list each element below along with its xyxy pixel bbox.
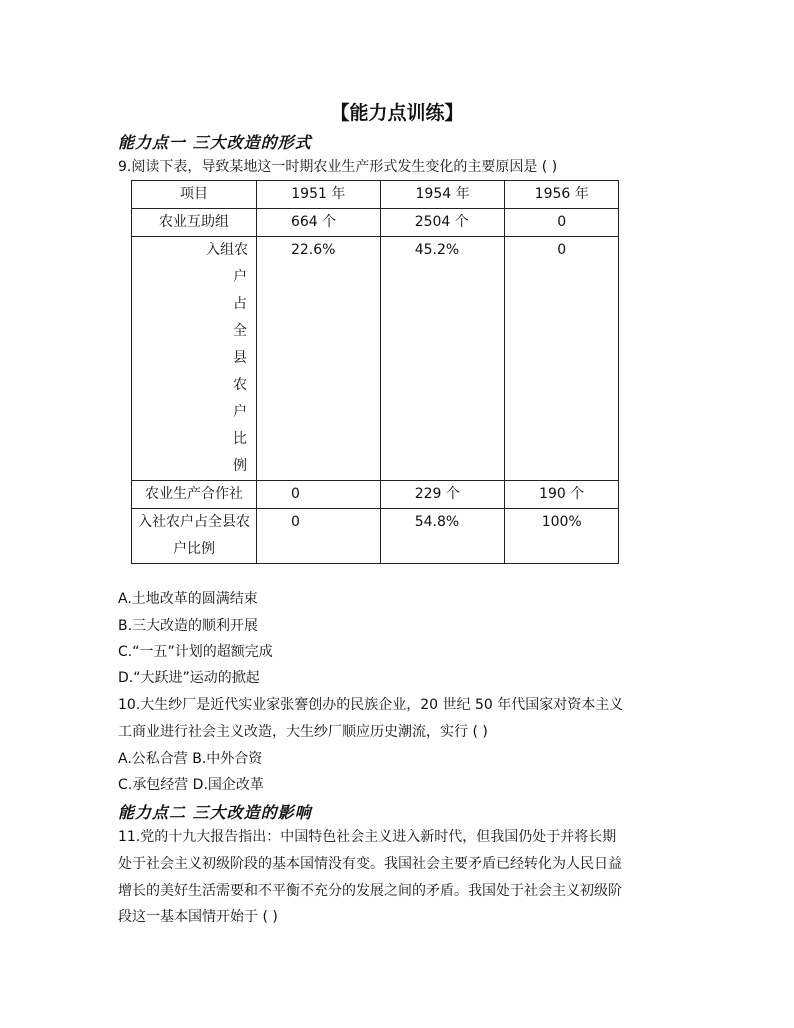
- table-cell: 0: [505, 209, 619, 237]
- header-cell: 1956 年: [505, 181, 619, 209]
- table-cell: 入社农户占全县农户比例: [132, 509, 257, 564]
- table-cell: 0: [505, 237, 619, 481]
- section-heading-1: 能力点一 三大改造的形式: [118, 133, 312, 152]
- table-cell: 100%: [505, 509, 619, 564]
- table-row: [132, 481, 619, 509]
- question-11-line-1: 11.党的十九大报告指出：中国特色社会主义进入新时代，但我国仍处于并将长期: [118, 829, 617, 845]
- table-row: [132, 237, 619, 481]
- question-11-line-3: 增长的美好生活需要和不平衡不充分的发展之间的矛盾。我国处于社会主义初级阶: [118, 883, 622, 899]
- header-cell: 1951 年: [256, 181, 380, 209]
- question-10-options-2: C.承包经营 D.国企改革: [118, 777, 264, 793]
- option-d: D.“大跃进”运动的掀起: [118, 670, 260, 686]
- table-cell: 45.2%: [380, 237, 505, 481]
- option-c: C.“一五”计划的超额完成: [118, 644, 273, 660]
- data-table: [131, 180, 619, 564]
- vertical-label: 入组农 户 占 全 县 农 户 比 例: [205, 242, 248, 474]
- table-cell: 2504 个: [380, 209, 505, 237]
- table-cell: 664 个: [256, 209, 380, 237]
- header-cell: 项目: [132, 181, 257, 209]
- question-11-line-2: 处于社会主义初级阶段的基本国情没有变。我国社会主要矛盾已经转化为人民日益: [118, 856, 622, 872]
- table-row: [132, 209, 619, 237]
- table-cell: 54.8%: [380, 509, 505, 564]
- question-10-options-1: A.公私合营 B.中外合资: [118, 751, 263, 767]
- table-cell: 190 个: [505, 481, 619, 509]
- section-heading-2: 能力点二 三大改造的影响: [118, 803, 312, 822]
- page-title: 【能力点训练】: [330, 102, 464, 124]
- table-cell: [132, 237, 257, 481]
- question-9-stem: 9.阅读下表，导致某地这一时期农业生产形式发生变化的主要原因是 ( ): [118, 159, 558, 175]
- option-a: A.土地改革的圆满结束: [118, 591, 258, 607]
- table-cell: 0: [256, 481, 380, 509]
- table-cell: 229 个: [380, 481, 505, 509]
- question-11-line-4: 段这一基本国情开始于 ( ): [118, 909, 278, 925]
- table-cell: 22.6%: [256, 237, 380, 481]
- question-10-line-2: 工商业进行社会主义改造，大生纱厂顺应历史潮流，实行 ( ): [118, 724, 488, 740]
- question-10-line-1: 10.大生纱厂是近代实业家张謇创办的民族企业，20 世纪 50 年代国家对资本主义: [118, 697, 624, 713]
- table-row: [132, 509, 619, 564]
- option-b: B.三大改造的顺利开展: [118, 618, 259, 634]
- table-cell: 0: [256, 509, 380, 564]
- table-cell: 农业生产合作社: [132, 481, 257, 509]
- table-header-row: [132, 181, 619, 209]
- header-cell: 1954 年: [380, 181, 505, 209]
- table-cell: 农业互助组: [132, 209, 257, 237]
